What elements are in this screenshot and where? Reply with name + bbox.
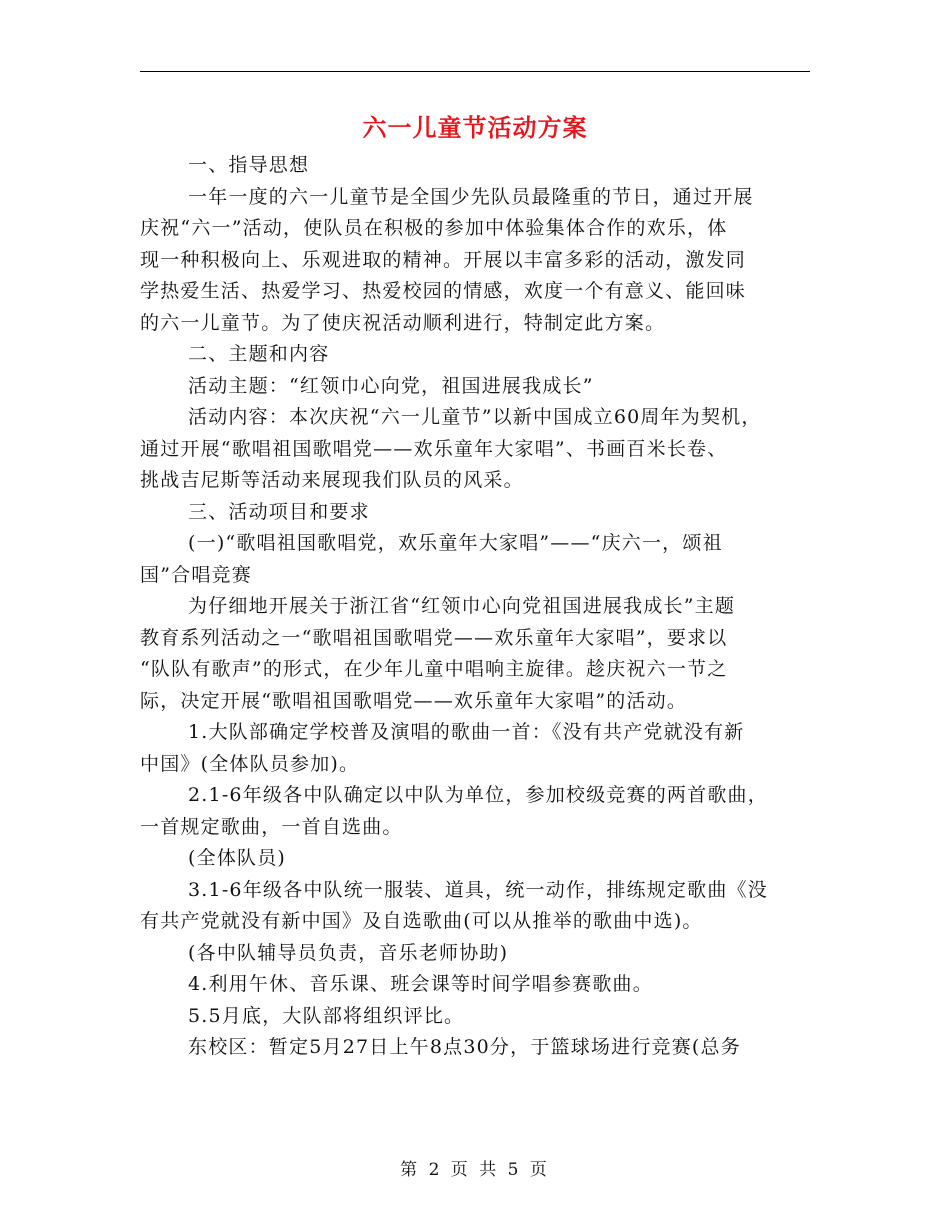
text-line: (全体队员) [188, 847, 287, 869]
document-body [140, 150, 808, 1064]
text-line: 活动主题：“红领巾心向党，祖国进展我成长” [188, 374, 594, 397]
text-line: 国”合唱竞赛 [140, 563, 252, 586]
text-line: (各中队辅导员负责，音乐老师协助) [188, 941, 509, 964]
document-title: 六一儿童节活动方案 [362, 114, 588, 142]
body-text [140, 150, 808, 1064]
text-line: 际，决定开展“歌唱祖国歌唱党——欢乐童年大家唱”的活动。 [140, 689, 688, 712]
text-line: 1.大队部确定学校普及演唱的歌曲一首：《没有共产党就没有新 [188, 721, 745, 743]
text-line: (一)“歌唱祖国歌唱党，欢乐童年大家唱”——“庆六一，颂祖 [188, 532, 723, 554]
text-line: 4.利用午休、音乐课、班会课等时间学唱参赛歌曲。 [188, 973, 653, 995]
text-line: 的六一儿童节。为了使庆祝活动顺利进行，特制定此方案。 [140, 311, 666, 334]
text-line: 3.1-6年级各中队统一服装、道具，统一动作，排练规定歌曲《没 [188, 878, 768, 901]
text-line: 活动内容：本次庆祝“六一儿童节”以新中国成立60周年为契机， [188, 406, 762, 428]
text-line: 三、活动项目和要求 [188, 500, 370, 523]
text-line: 为仔细地开展关于浙江省“红领巾心向党祖国进展我成长”主题 [188, 595, 736, 617]
text-line: 5.5月底，大队部将组织评比。 [188, 1004, 465, 1027]
text-line: 通过开展“歌唱祖国歌唱党——欢乐童年大家唱”、书画百米长卷、 [140, 437, 728, 460]
page-number: 第 2 页 共 5 页 [400, 1160, 550, 1180]
text-line: 挑战吉尼斯等活动来展现我们队员的风采。 [140, 469, 524, 491]
text-line: 有共产党就没有新中国》及自选歌曲(可以从推举的歌曲中选)。 [140, 910, 703, 932]
text-line: 一首规定歌曲，一首自选曲。 [140, 815, 403, 838]
text-line: 现一种积极向上、乐观进取的精神。开展以丰富多彩的活动，激发同 [140, 248, 747, 271]
text-line: 庆祝“六一”活动，使队员在积极的参加中体验集体合作的欢乐，体 [140, 217, 728, 239]
text-line: 二、主题和内容 [188, 343, 330, 365]
text-line: 2.1-6年级各中队确定以中队为单位，参加校级竞赛的两首歌曲， [188, 784, 768, 806]
text-line: 一年一度的六一儿童节是全国少先队员最隆重的节日，通过开展 [188, 185, 754, 208]
text-line: 一、指导思想 [188, 154, 310, 176]
text-line: 学热爱生活、热爱学习、热爱校园的情感，欢度一个有意义、能回味 [140, 280, 747, 302]
header-rule [140, 71, 810, 72]
text-line: 东校区：暂定5月27日上午8点30分，于篮球场进行竞赛(总务 [188, 1036, 741, 1058]
text-line: 中国》(全体队员参加)。 [140, 752, 360, 775]
text-line: “队队有歌声”的形式，在少年儿童中唱响主旋律。趁庆祝六一节之 [140, 658, 728, 680]
text-line: 教育系列活动之一“歌唱祖国歌唱党——欢乐童年大家唱”，要求以 [140, 626, 728, 649]
